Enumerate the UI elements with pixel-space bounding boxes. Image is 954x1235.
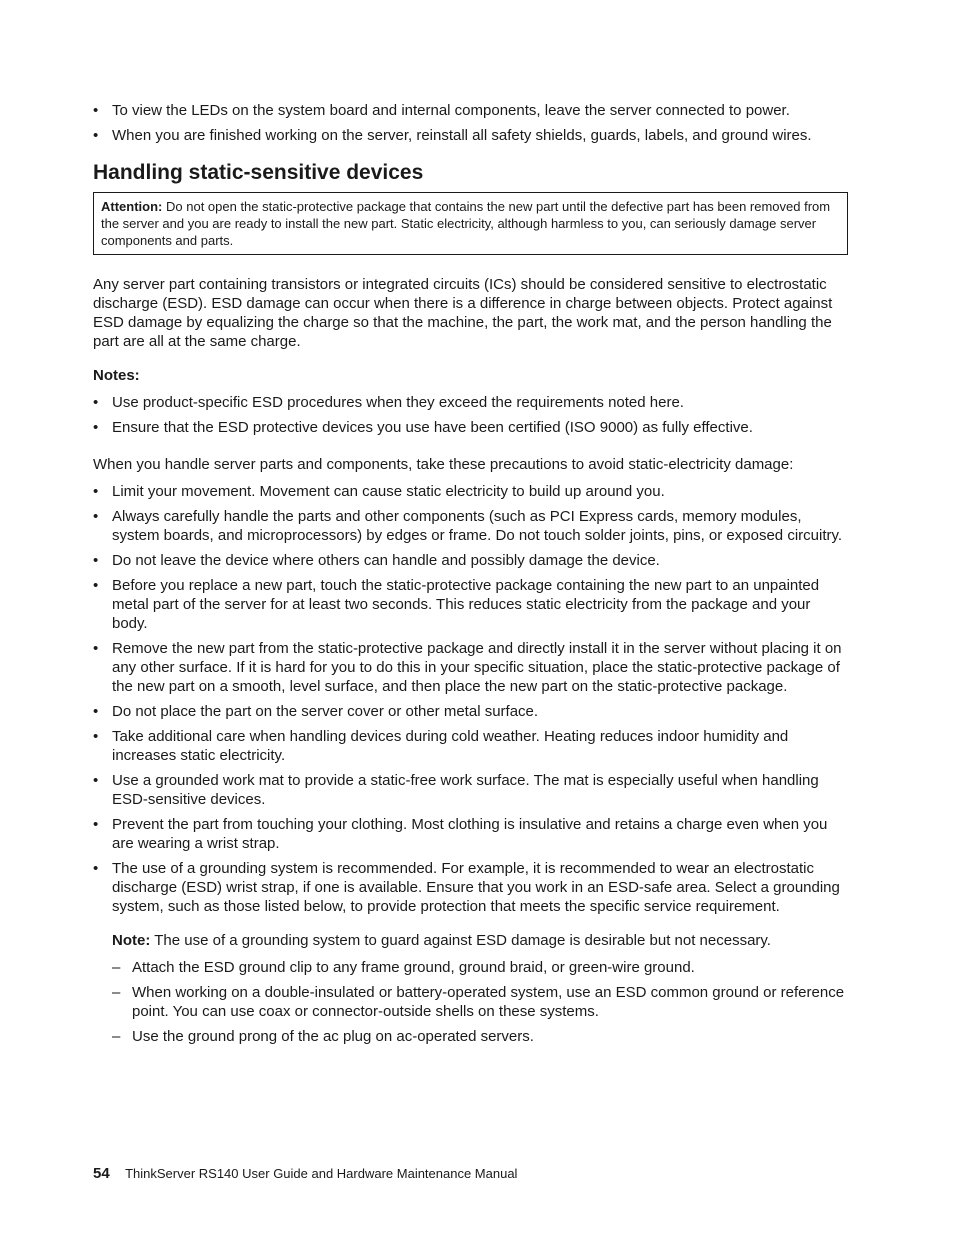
intro-paragraph: Any server part containing transistors or integrated circuits (ICs) should be considered sensitive to electrostatic discharge (ESD). ESD damage can occur when there is a difference in charge between objects. Protect against ESD damage by equalizing the charge so that the machine, the part, the work mat, and the person handling the part are all at the same charge. [93, 276, 833, 350]
list-item: • To view the LEDs on the system board and internal components, leave the server connected to power. [93, 101, 848, 120]
list-item: • Use a grounded work mat to provide a static-free work surface. The mat is especially useful when handling ESD-sensitive devices. [93, 771, 848, 809]
note-label: Note: [112, 932, 151, 949]
sub-list-item: – Attach the ESD ground clip to any frame ground, ground braid, or green-wire ground. [112, 958, 848, 977]
section-title: Handling static-sensitive devices [93, 161, 424, 184]
list-item: • Remove the new part from the static-protective package and directly install it in the server without placing it on any other surface. If it is hard for you to do this in your specific situation, place the static-protective package of the new part on a smooth, level surface, and then place the new part on the static-protective package. [93, 639, 848, 696]
list-item: • Take additional care when handling devices during cold weather. Heating reduces indoor humidity and increases static electricity. [93, 727, 848, 765]
precautions-intro: When you handle server parts and components, take these precautions to avoid static-electricity damage: [93, 456, 794, 473]
list-item: • Prevent the part from touching your clothing. Most clothing is insulative and retains a charge even when you are wearing a wrist strap. [93, 815, 848, 853]
notes-heading: Notes: [93, 367, 140, 384]
precautions-list [93, 482, 848, 1046]
attention-text: Do not open the static-protective package that contains the new part until the defective part has been removed from the server and you are ready to install the new part. Static electricity, although harmless to you, can seriously damage server components and parts. [101, 199, 831, 248]
attention-label: Attention: [101, 199, 163, 214]
page-number: 54 [93, 1165, 110, 1182]
sub-list-item: – When working on a double-insulated or battery-operated system, use an ESD common ground or reference point. You can use coax or connector-outside shells on these systems. [112, 983, 848, 1021]
list-item: • Ensure that the ESD protective devices you use have been certified (ISO 9000) as fully effective. [93, 418, 848, 437]
sub-list-item: – Use the ground prong of the ac plug on ac-operated servers. [112, 1027, 848, 1046]
list-item: • Before you replace a new part, touch the static-protective package containing the new part to an unpainted metal part of the server for at least two seconds. This reduces static electricity from the package and your body. [93, 576, 848, 633]
list-item: • Use product-specific ESD procedures when they exceed the requirements noted here. [93, 393, 848, 412]
notes-list [93, 393, 848, 437]
list-item: • Always carefully handle the parts and other components (such as PCI Express cards, memory modules, system boards, and microprocessors) by edges or frame. Do not touch solder joints, pins, or exposed circuitry. [93, 507, 848, 545]
grounding-sub-list [112, 958, 848, 1046]
note-text: The use of a grounding system to guard against ESD damage is desirable but not necessary. [154, 932, 771, 949]
page-content [93, 101, 848, 1052]
grounding-text: • The use of a grounding system is recommended. For example, it is recommended to wear an electrostatic discharge (ESD) wrist strap, if one is available. Ensure that you work in an ESD-safe area. Select a grounding system, such as those listed below, to provide protection that meets the specific service requirement. [112, 860, 840, 915]
grounding-item [93, 859, 848, 1046]
footer-title: ThinkServer RS140 User Guide and Hardware Maintenance Manual [125, 1166, 518, 1181]
list-item: • Limit your movement. Movement can cause static electricity to build up around you. [93, 482, 848, 501]
grounding-note [112, 931, 848, 950]
list-item: • Do not leave the device where others can handle and possibly damage the device. [93, 551, 848, 570]
attention-box [93, 192, 848, 255]
top-bullet-list [93, 101, 848, 145]
page-footer [93, 1165, 517, 1182]
list-item: • Do not place the part on the server cover or other metal surface. [93, 702, 848, 721]
list-item: • When you are finished working on the server, reinstall all safety shields, guards, labels, and ground wires. [93, 126, 848, 145]
